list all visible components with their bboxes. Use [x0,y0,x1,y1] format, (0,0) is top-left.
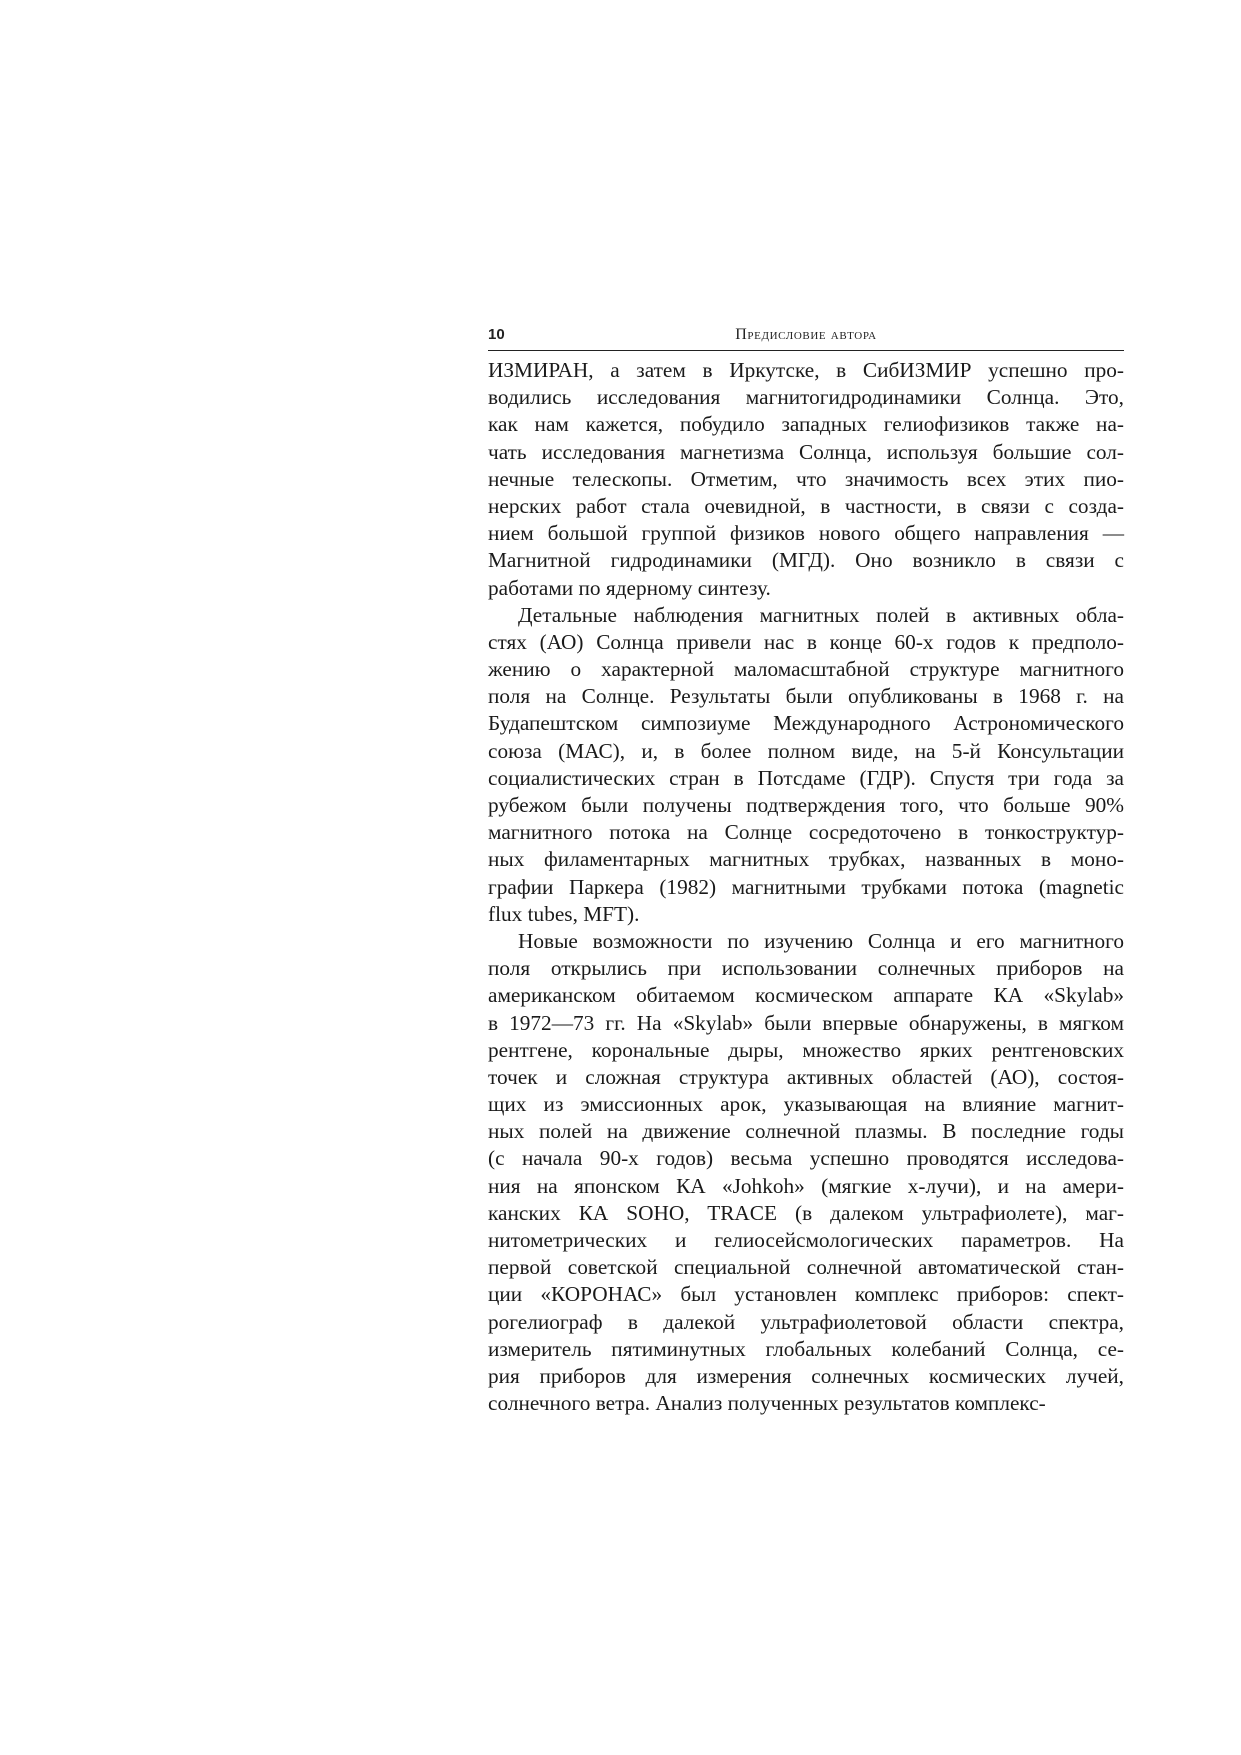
text-line: магнитного потока на Солнце сосредоточено в тонкоструктур- [488,820,1124,845]
text-line: Магнитной гидродинамики (МГД). Оно возникло в связи с [488,548,1124,573]
text-line: канских КА SOHO, TRACE (в далеком ультрафиолете), маг- [488,1200,1124,1225]
text-line: щих из эмиссионных арок, указывающая на влияние магнит- [488,1092,1124,1117]
text-line: нитометрических и гелиосейсмологических параметров. На [488,1228,1124,1252]
text-line: рубежом были получены подтверждения того, что больше 90% [488,793,1124,817]
text-line: жению о характерной маломасштабной структуре магнитного [488,657,1124,682]
text-line: водились исследования магнитогидродинамики Солнца. Это, [488,385,1124,410]
text-line: нечные телескопы. Отметим, что значимость всех этих пио- [488,466,1124,491]
body-text [488,357,1124,1417]
text-line: работами по ядерному синтезу. [488,575,771,600]
text-line: ных филаментарных магнитных трубках, названных в моно- [488,847,1124,872]
page-header [488,322,1124,351]
text-line: нерских работ стала очевидной, в частности, в связи с созда- [488,493,1124,518]
text-line: стях (АО) Солнца привели нас в конце 60-х годов к предполо- [488,629,1124,654]
text-line: ции «КОРОНАС» был установлен комплекс приборов: спект- [488,1282,1124,1307]
text-line: ИЗМИРАН, а затем в Иркутске, в СибИЗМИР успешно про- [488,358,1124,382]
text-line: поля открылись при использовании солнечных приборов на [488,956,1124,981]
text-line: ных полей на движение солнечной плазмы. В последние годы [488,1119,1124,1144]
text-line: измеритель пятиминутных глобальных колебаний Солнца, се- [488,1336,1124,1361]
text-line: союза (МАС), и, в более полном виде, на 5-й Консультации [488,738,1124,763]
text-line: в 1972—73 гг. На «Skylab» были впервые обнаружены, в мягком [488,1010,1124,1035]
paragraph [488,928,1124,1417]
text-line: нием большой группой физиков нового общего направления — [488,521,1124,546]
text-line: Новые возможности по изучению Солнца и его магнитного [518,928,1124,953]
paragraph [488,357,1124,602]
text-line: рентгене, корональные дыры, множество ярких рентгеновских [488,1037,1124,1062]
text-line: социалистических стран в Потсдаме (ГДР). Спустя три года за [488,765,1124,790]
text-line: солнечного ветра. Анализ полученных результатов комплекс- [488,1391,1046,1416]
text-line: Будапештском симпозиуме Международного Астрономического [488,711,1124,736]
text-line: чать исследования магнетизма Солнца, используя большие сол- [488,439,1124,464]
page-number: 10 [488,326,505,343]
text-line: точек и сложная структура активных областей (АО), состоя- [488,1064,1124,1089]
text-line: как нам кажется, побудило западных гелиофизиков также на- [488,412,1124,437]
text-line: американском обитаемом космическом аппарате КА «Skylab» [488,983,1124,1008]
paragraph [488,602,1124,928]
running-title: Предисловие автора [735,326,877,343]
text-line: рия приборов для измерения солнечных космических лучей, [488,1363,1124,1388]
text-line: Детальные наблюдения магнитных полей в активных обла- [518,602,1124,627]
text-line: рогелиограф в далекой ультрафиолетовой области спектра, [488,1309,1124,1334]
text-line: (с начала 90-х годов) весьма успешно проводятся исследова- [488,1146,1124,1171]
text-line: ния на японском КА «Johkoh» (мягкие х-лучи), и на амери- [488,1173,1124,1198]
text-line: поля на Солнце. Результаты были опубликованы в 1968 г. на [488,684,1124,709]
text-line: flux tubes, MFT). [488,901,640,926]
text-line: первой советской специальной солнечной автоматической стан- [488,1255,1124,1280]
text-line: графии Паркера (1982) магнитными трубками потока (magnetic [488,874,1124,899]
